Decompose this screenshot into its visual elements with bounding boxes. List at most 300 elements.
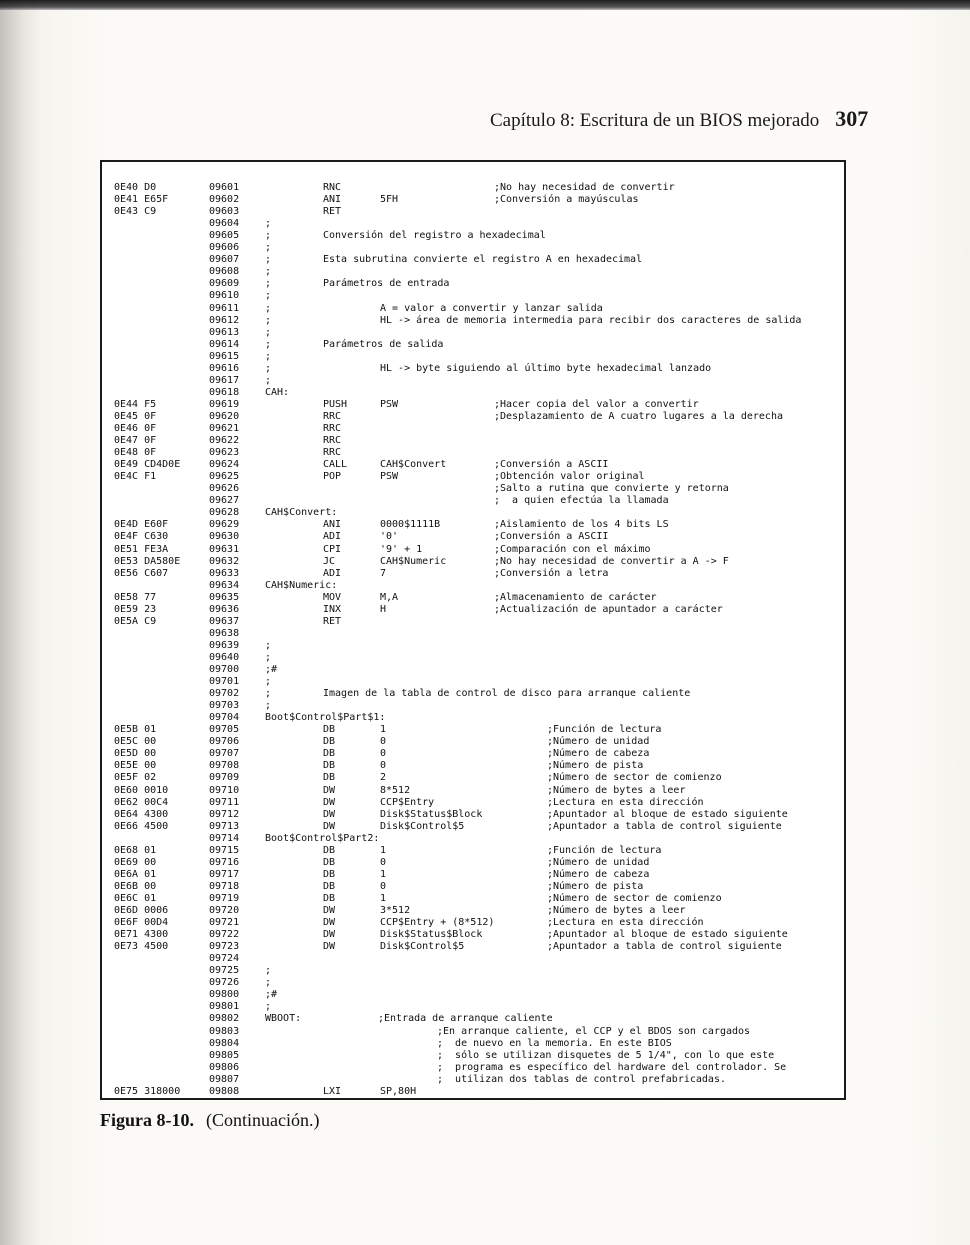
label: ; — [265, 977, 272, 989]
listing-row — [102, 531, 842, 543]
listing-row — [102, 1062, 842, 1074]
mnemonic: DW — [323, 796, 336, 808]
comment: ;Conversión a ASCII — [494, 459, 609, 471]
figure-caption-text: (Continuación.) — [206, 1110, 320, 1130]
line-number: 09625 — [209, 471, 240, 483]
comment: ;Apuntador a tabla de control siguiente — [547, 820, 782, 832]
line-number: 09630 — [209, 531, 240, 543]
page-number: 307 — [835, 106, 869, 131]
mnemonic: DB — [323, 760, 336, 772]
mnemonic: RRC — [323, 423, 342, 434]
line-number: 09705 — [209, 724, 240, 736]
line-number: 09720 — [209, 905, 240, 916]
line-number: 09804 — [209, 1037, 240, 1049]
mnemonic: ADI — [323, 531, 342, 543]
operand: Disk$Control$5 — [380, 941, 465, 953]
line-number: 09806 — [209, 1061, 240, 1073]
listing-row — [102, 616, 842, 628]
object-code: 0E5E 00 — [114, 760, 157, 772]
listing-row — [102, 953, 842, 965]
operand: '0' — [380, 531, 399, 543]
comment: ;Número de bytes a leer — [547, 784, 686, 796]
operand: 1 — [380, 892, 387, 904]
object-code: 0E59 23 — [114, 603, 157, 615]
comment: ;Función de lectura — [547, 844, 662, 856]
listing-row — [102, 303, 842, 315]
mnemonic: DW — [323, 784, 336, 796]
line-number: 09602 — [209, 194, 240, 206]
object-code: 0E4F C630 — [114, 531, 169, 543]
listing-row — [102, 893, 842, 905]
object-code: 0E5A C9 — [114, 615, 157, 627]
object-code: 0E5C 00 — [114, 736, 157, 748]
object-code: 0E66 4500 — [114, 820, 169, 832]
listing-row — [102, 881, 842, 893]
listing-row — [102, 917, 842, 929]
label: ; — [265, 326, 272, 338]
line-number: 09612 — [209, 314, 240, 326]
operand: 1 — [380, 724, 387, 736]
object-code: 0E49 CD4D0E — [114, 459, 181, 471]
chapter-title: Capítulo 8: Escritura de un BIOS mejorado — [490, 110, 820, 131]
label: ; — [265, 965, 272, 977]
listing-row — [102, 459, 842, 471]
listing-row — [102, 592, 842, 604]
listing-row — [102, 977, 842, 989]
object-code: 0E46 0F — [114, 423, 157, 434]
line-number: 09802 — [209, 1013, 240, 1025]
label: ; — [265, 230, 272, 242]
mnemonic: RNC — [323, 182, 342, 193]
mnemonic: ADI — [323, 567, 342, 579]
object-code: 0E64 4300 — [114, 808, 169, 820]
operand: 0 — [380, 880, 387, 892]
comment: ;Conversión a letra — [494, 567, 609, 579]
object-code: 0E4D E60F — [114, 519, 169, 531]
line-number: 09633 — [209, 567, 240, 579]
listing-row — [102, 809, 842, 821]
operand: 0 — [380, 748, 387, 760]
line-number: 09706 — [209, 736, 240, 748]
line-number: 09627 — [209, 495, 240, 507]
line-number: 09624 — [209, 459, 240, 471]
mnemonic: DB — [323, 748, 336, 760]
line-number: 09613 — [209, 326, 240, 338]
label: ; — [265, 314, 272, 326]
listing-row — [102, 206, 842, 218]
line-number: 09723 — [209, 941, 240, 953]
label: ; — [265, 651, 272, 663]
mnemonic: ANI — [323, 194, 342, 206]
listing-row — [102, 821, 842, 833]
mnemonic: DW — [323, 929, 336, 941]
mnemonic: DW — [323, 820, 336, 832]
object-code: 0E45 0F — [114, 410, 157, 422]
operand: CCP$Entry — [380, 796, 435, 808]
mnemonic: POP — [323, 471, 342, 483]
operand: PSW — [380, 471, 399, 483]
listing-row — [102, 351, 842, 363]
comment: ;Desplazamiento de A cuatro lugares a la derecha — [494, 410, 783, 422]
mnemonic: MOV — [323, 591, 342, 603]
listing-row — [102, 604, 842, 616]
listing-row — [102, 628, 842, 640]
operand: 7 — [380, 567, 387, 579]
object-code: 0E51 FE3A — [114, 543, 169, 555]
object-code: 0E53 DA580E — [114, 555, 181, 567]
comment: ;En arranque caliente, el CCP y el BDOS son cargados — [437, 1025, 751, 1037]
line-number: 09603 — [209, 206, 240, 218]
object-code: 0E6C 01 — [114, 892, 157, 904]
listing-row — [102, 278, 842, 290]
listing-row — [102, 218, 842, 230]
mnemonic: DW — [323, 905, 336, 916]
line-number: 09807 — [209, 1073, 240, 1085]
listing-row — [102, 194, 842, 206]
listing-row — [102, 242, 842, 254]
label: ; — [265, 338, 272, 350]
mnemonic: DB — [323, 880, 336, 892]
line-number: 09638 — [209, 627, 240, 639]
comment: HL -> área de memoria intermedia para recibir dos caracteres de salida — [380, 314, 802, 326]
label: ; — [265, 639, 272, 651]
listing-row — [102, 845, 842, 857]
listing-row — [102, 676, 842, 688]
listing-row — [102, 785, 842, 797]
listing-row — [102, 315, 842, 327]
comment: ;Entrada de arranque caliente — [378, 1013, 553, 1025]
line-number: 09725 — [209, 965, 240, 977]
comment: ; sólo se utilizan disquetes de 5 1/4", con lo que este — [437, 1049, 775, 1061]
operand: 1 — [380, 844, 387, 856]
line-number: 09708 — [209, 760, 240, 772]
listing-row — [102, 760, 842, 772]
comment: ;Número de unidad — [547, 736, 650, 748]
line-number: 09610 — [209, 290, 240, 302]
listing-row — [102, 447, 842, 459]
line-number: 09701 — [209, 676, 240, 688]
listing-row — [102, 965, 842, 977]
label: CAH$Convert: — [265, 507, 338, 519]
line-number: 09703 — [209, 700, 240, 712]
line-number: 09636 — [209, 603, 240, 615]
comment: ;Aislamiento de los 4 bits LS — [494, 519, 669, 531]
operand: SP,80H — [380, 1085, 417, 1097]
line-number: 09712 — [209, 808, 240, 820]
listing-row — [102, 833, 842, 845]
comment: ;Obtención valor original — [494, 471, 645, 483]
listing-row — [102, 411, 842, 423]
comment: Imagen de la tabla de control de disco para arranque caliente — [323, 688, 691, 700]
listing-row — [102, 519, 842, 531]
operand: M,A — [380, 591, 399, 603]
assembly-listing-box — [100, 160, 846, 1100]
line-number: 09604 — [209, 218, 240, 230]
listing-row — [102, 568, 842, 580]
operand: CAH$Convert — [380, 459, 447, 471]
listing-row — [102, 688, 842, 700]
listing-row — [102, 471, 842, 483]
object-code: 0E62 00C4 — [114, 796, 169, 808]
line-number: 09711 — [209, 796, 240, 808]
operand: 0 — [380, 760, 387, 772]
listing-row — [102, 712, 842, 724]
figure-label: Figura 8-10. — [100, 1110, 194, 1130]
listing-row — [102, 363, 842, 375]
line-number: 09702 — [209, 688, 240, 700]
comment: Parámetros de entrada — [323, 278, 450, 290]
line-number: 09709 — [209, 772, 240, 784]
comment: A = valor a convertir y lanzar salida — [380, 302, 603, 314]
line-number: 09724 — [209, 953, 240, 965]
line-number: 09722 — [209, 929, 240, 941]
comment: ; utilizan dos tablas de control prefabricadas. — [437, 1073, 726, 1085]
mnemonic: DW — [323, 917, 336, 929]
comment: ;Lectura en esta dirección — [547, 917, 704, 929]
listing-row — [102, 1013, 842, 1025]
object-code: 0E43 C9 — [114, 206, 157, 218]
label: ; — [265, 676, 272, 688]
listing-row — [102, 857, 842, 869]
line-number: 09601 — [209, 182, 240, 193]
line-number: 09700 — [209, 664, 240, 675]
line-number: 09808 — [209, 1085, 240, 1097]
scan-top-edge — [0, 0, 970, 10]
line-number: 09639 — [209, 639, 240, 651]
label: ; — [265, 242, 272, 254]
comment: ; de nuevo en la memoria. En este BIOS — [437, 1037, 672, 1049]
line-number: 09800 — [209, 989, 240, 1001]
line-number: 09719 — [209, 892, 240, 904]
operand: PSW — [380, 398, 399, 410]
line-number: 09805 — [209, 1049, 240, 1061]
label: Boot$Control$Part$1: — [265, 712, 386, 724]
comment: ;No hay necesidad de convertir — [494, 182, 675, 193]
comment: ;Número de pista — [547, 760, 644, 772]
mnemonic: RET — [323, 206, 342, 218]
operand: 8*512 — [380, 784, 411, 796]
label: Boot$Control$Part2: — [265, 832, 380, 844]
comment: ;Función de lectura — [547, 724, 662, 736]
listing-row — [102, 989, 842, 1001]
object-code: 0E68 01 — [114, 844, 157, 856]
listing-row — [102, 507, 842, 519]
listing-row — [102, 423, 842, 435]
mnemonic: DB — [323, 736, 336, 748]
line-number: 09716 — [209, 856, 240, 868]
listing-row — [102, 905, 842, 917]
mnemonic: CALL — [323, 459, 348, 471]
line-number: 09801 — [209, 1001, 240, 1013]
listing-row — [102, 387, 842, 399]
line-number: 09631 — [209, 543, 240, 555]
listing-row — [102, 1074, 842, 1086]
line-number: 09621 — [209, 423, 240, 434]
comment: ;Actualización de apuntador a carácter — [494, 603, 723, 615]
listing-row — [102, 254, 842, 266]
mnemonic: ANI — [323, 519, 342, 531]
comment: ;Número de unidad — [547, 856, 650, 868]
comment: ;Número de cabeza — [547, 868, 650, 880]
label: CAH: — [265, 386, 290, 398]
listing-row — [102, 580, 842, 592]
line-number: 09615 — [209, 350, 240, 362]
mnemonic: DB — [323, 892, 336, 904]
comment: ;Número de sector de comienzo — [547, 772, 722, 784]
mnemonic: INX — [323, 603, 342, 615]
comment: ;Almacenamiento de carácter — [494, 591, 657, 603]
listing-row — [102, 1001, 842, 1013]
comment: ;Apuntador al bloque de estado siguiente — [547, 929, 788, 941]
listing-row — [102, 495, 842, 507]
label: ; — [265, 290, 272, 302]
line-number: 09710 — [209, 784, 240, 796]
operand: Disk$Status$Block — [380, 808, 483, 820]
operand: Disk$Control$5 — [380, 820, 465, 832]
line-number: 09606 — [209, 242, 240, 254]
comment: ;Apuntador al bloque de estado siguiente — [547, 808, 788, 820]
object-code: 0E6A 01 — [114, 868, 157, 880]
running-head — [490, 106, 869, 136]
object-code: 0E40 D0 — [114, 182, 157, 193]
label: ;# — [265, 664, 278, 675]
object-code: 0E6F 00D4 — [114, 917, 169, 929]
object-code: 0E5B 01 — [114, 724, 157, 736]
comment: ;Comparación con el máximo — [494, 543, 651, 555]
object-code: 0E73 4500 — [114, 941, 169, 953]
line-number: 09726 — [209, 977, 240, 989]
comment: HL -> byte siguiendo al último byte hexadecimal lanzado — [380, 362, 712, 374]
mnemonic: DW — [323, 808, 336, 820]
object-code: 0E48 0F — [114, 447, 157, 459]
listing-row — [102, 1050, 842, 1062]
line-number: 09605 — [209, 230, 240, 242]
mnemonic: DB — [323, 844, 336, 856]
label: ; — [265, 218, 272, 230]
line-number: 09637 — [209, 615, 240, 627]
comment: ; programa es específico del hardware del controlador. Se — [437, 1061, 787, 1073]
listing-row — [102, 1086, 842, 1098]
comment: ;Número de sector de comienzo — [547, 892, 722, 904]
binding-gutter-shadow — [0, 0, 40, 1245]
line-number: 09607 — [209, 254, 240, 266]
object-code: 0E58 77 — [114, 591, 157, 603]
operand: 0000$1111B — [380, 519, 441, 531]
listing-row — [102, 724, 842, 736]
line-number: 09717 — [209, 868, 240, 880]
listing-row — [102, 941, 842, 953]
listing-row — [102, 375, 842, 387]
listing-row — [102, 1038, 842, 1050]
label: ; — [265, 362, 272, 374]
mnemonic: LXI — [323, 1085, 342, 1097]
mnemonic: RRC — [323, 447, 342, 459]
listing-row — [102, 748, 842, 760]
listing-row — [102, 929, 842, 941]
comment: ;Lectura en esta dirección — [547, 796, 704, 808]
line-number: 09803 — [209, 1025, 240, 1037]
label: ; — [265, 302, 272, 314]
operand: 0 — [380, 736, 387, 748]
operand: Disk$Status$Block — [380, 929, 483, 941]
mnemonic: RRC — [323, 435, 342, 447]
line-number: 09714 — [209, 832, 240, 844]
object-code: 0E60 0010 — [114, 784, 169, 796]
line-number: 09609 — [209, 278, 240, 290]
figure-caption — [100, 1110, 319, 1134]
comment: ;Apuntador a tabla de control siguiente — [547, 941, 782, 953]
listing-row — [102, 399, 842, 411]
object-code: 0E44 F5 — [114, 398, 157, 410]
listing-row — [102, 797, 842, 809]
line-number: 09622 — [209, 435, 240, 447]
line-number: 09704 — [209, 712, 240, 724]
object-code: 0E4C F1 — [114, 471, 157, 483]
listing-row — [102, 700, 842, 712]
object-code: 0E69 00 — [114, 856, 157, 868]
line-number: 09619 — [209, 398, 240, 410]
listing-row — [102, 1026, 842, 1038]
object-code: 0E47 0F — [114, 435, 157, 447]
object-code: 0E56 C607 — [114, 567, 169, 579]
comment: ;Conversión a mayúsculas — [494, 194, 639, 206]
mnemonic: DW — [323, 941, 336, 953]
line-number: 09617 — [209, 374, 240, 386]
mnemonic: PUSH — [323, 398, 348, 410]
line-number: 09634 — [209, 579, 240, 591]
object-code: 0E75 318000 — [114, 1085, 181, 1097]
operand: '9' + 1 — [380, 543, 423, 555]
object-code: 0E71 4300 — [114, 929, 169, 941]
listing-row — [102, 182, 842, 194]
operand: 0 — [380, 856, 387, 868]
listing-row — [102, 327, 842, 339]
listing-row — [102, 736, 842, 748]
line-number: 09614 — [209, 338, 240, 350]
label: CAH$Numeric: — [265, 579, 338, 591]
line-number: 09632 — [209, 555, 240, 567]
mnemonic: JC — [323, 555, 336, 567]
listing-row — [102, 664, 842, 676]
comment: ;No hay necesidad de convertir a A -> F — [494, 555, 729, 567]
comment: ;Conversión a ASCII — [494, 531, 609, 543]
line-number: 09626 — [209, 483, 240, 495]
operand: 3*512 — [380, 905, 411, 916]
label: ; — [265, 266, 272, 278]
operand: 2 — [380, 772, 387, 784]
line-number: 09715 — [209, 844, 240, 856]
listing-row — [102, 435, 842, 447]
line-number: 09628 — [209, 507, 240, 519]
listing-row — [102, 266, 842, 278]
listing-row — [102, 544, 842, 556]
listing-row — [102, 483, 842, 495]
comment: ;Número de cabeza — [547, 748, 650, 760]
listing-row — [102, 230, 842, 242]
line-number: 09707 — [209, 748, 240, 760]
label: ; — [265, 1001, 272, 1013]
operand: 5FH — [380, 194, 399, 206]
listing-row — [102, 869, 842, 881]
comment: ; a quien efectúa la llamada — [494, 495, 669, 507]
mnemonic: DB — [323, 724, 336, 736]
label: ; — [265, 688, 272, 700]
line-number: 09623 — [209, 447, 240, 459]
listing-row — [102, 772, 842, 784]
label: ;# — [265, 989, 278, 1001]
label: ; — [265, 700, 272, 712]
listing-row — [102, 339, 842, 351]
